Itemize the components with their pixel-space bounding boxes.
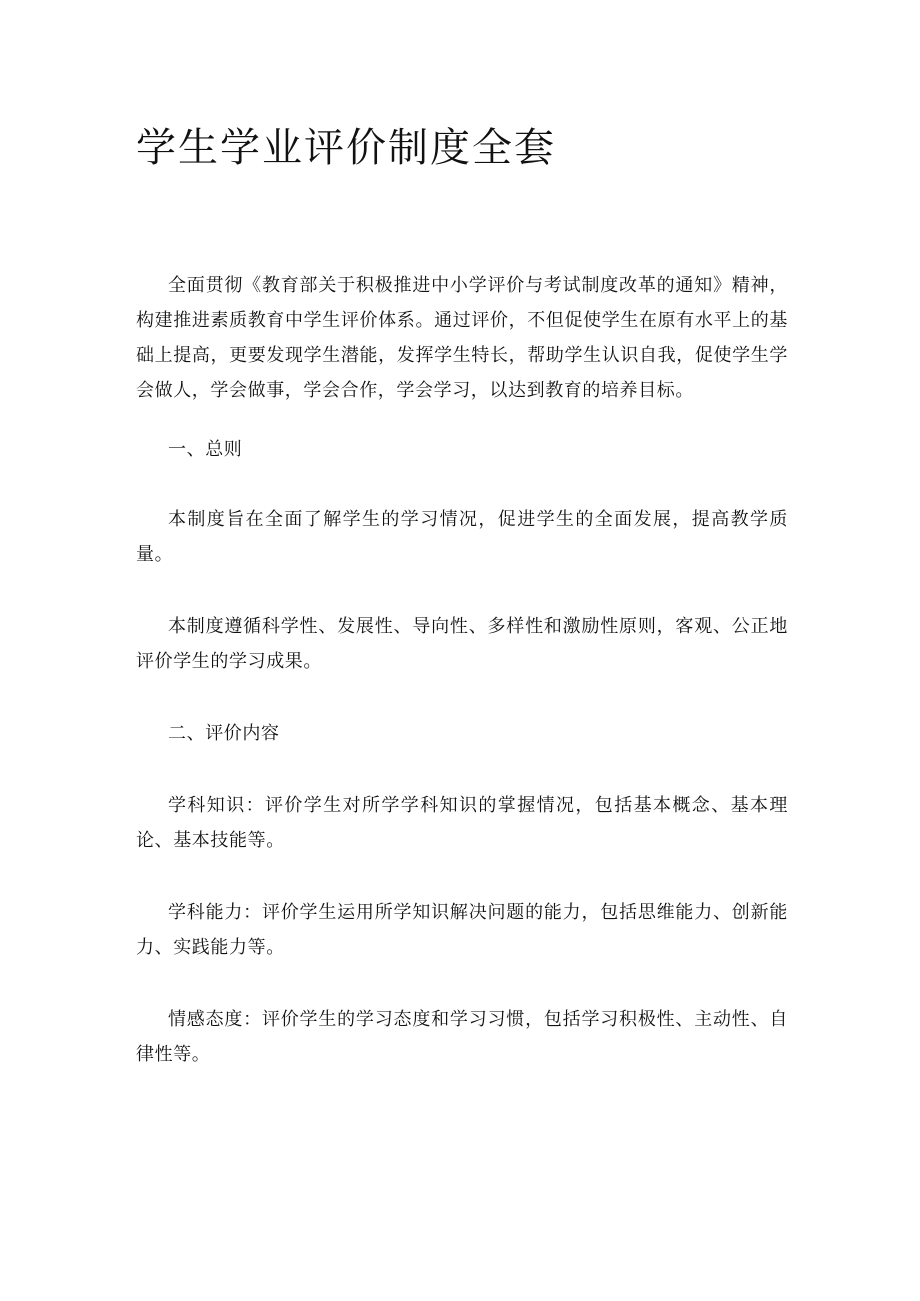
content-paragraph-attitude: 情感态度：评价学生的学习态度和学习习惯，包括学习积极性、主动性、自律性等。 <box>136 1009 788 1065</box>
content-paragraph-knowledge: 学科知识：评价学生对所学学科知识的掌握情况，包括基本概念、基本理论、基本技能等。 <box>136 795 788 851</box>
general-paragraph-purpose: 本制度旨在全面了解学生的学习情况，促进学生的全面发展，提高教学质量。 <box>136 509 788 565</box>
general-paragraph-principles: 本制度遵循科学性、发展性、导向性、多样性和激励性原则，客观、公正地评价学生的学习成果。 <box>136 616 788 672</box>
intro-paragraph: 全面贯彻《教育部关于积极推进中小学评价与考试制度改革的通知》精神，构建推进素质教育中学生评价体系。通过评价，不但促使学生在原有水平上的基础上提高，更要发现学生潜能，发挥学生特长，帮助学生认识自我，促使学生学会做人，学会做事，学会合作，学会学习，以达到教育的培养目标。 <box>136 275 788 401</box>
document-title: 学生学业评价制度全套 <box>136 125 556 171</box>
content-paragraph-ability: 学科能力：评价学生运用所学知识解决问题的能力，包括思维能力、创新能力、实践能力等。 <box>136 902 788 958</box>
section-heading-general: 一、总则 <box>168 439 243 460</box>
document-body <box>136 268 788 1072</box>
section-heading-content: 二、评价内容 <box>168 723 280 744</box>
